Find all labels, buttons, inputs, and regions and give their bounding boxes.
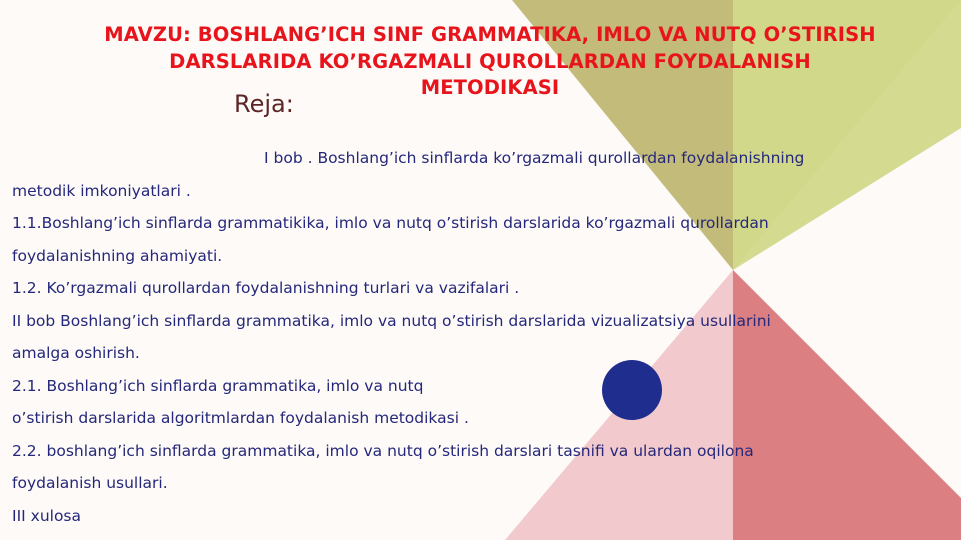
plan-line: 2.1. Boshlang’ich sinflarda grammatika, imlo va nutq xyxy=(12,376,424,395)
plan-line: o’stirish darslarida algoritmlardan foydalanish metodikasi . xyxy=(12,409,469,427)
title-line: DARSLARIDA KO’RGAZMALI QUROLLARDAN FOYDALANISH xyxy=(169,49,811,73)
plan-line: III xulosa xyxy=(12,506,82,525)
slide-title xyxy=(60,22,920,102)
plan-heading: Reja: xyxy=(234,90,294,118)
plan-line: foydalanishning ahamiyati. xyxy=(12,246,223,265)
plan-line: I bob . Boshlang’ich sinflarda ko’rgazmali qurollardan foydalanishning xyxy=(264,149,805,167)
title-line: MAVZU: BOSHLANG’ICH SINF GRAMMATIKA, IMLO VA NUTQ O’STIRISH xyxy=(104,23,876,46)
plan-line: 1.2. Ko’rgazmali qurollardan foydalanishning turlari va vazifalari . xyxy=(12,279,520,297)
plan-line: amalga oshirish. xyxy=(12,344,140,362)
plan-line: 1.1.Boshlang’ich sinflarda grammatikika, imlo va nutq o’stirish darslarida ko’rgazmali qurollardan xyxy=(12,214,769,232)
plan-line: foydalanish usullari. xyxy=(12,474,168,492)
plan-line: 2.2. boshlang’ich sinflarda grammatika, imlo va nutq o’stirish darslari tasnifi va ulardan oqilona xyxy=(12,441,754,460)
title-line: METODIKASI xyxy=(420,76,560,99)
plan-line: II bob Boshlang’ich sinflarda grammatika, imlo va nutq o’stirish darslarida vizualizatsiya usullarini xyxy=(12,311,771,330)
plan-line: metodik imkoniyatlari . xyxy=(12,181,191,200)
plan-list xyxy=(12,142,912,532)
